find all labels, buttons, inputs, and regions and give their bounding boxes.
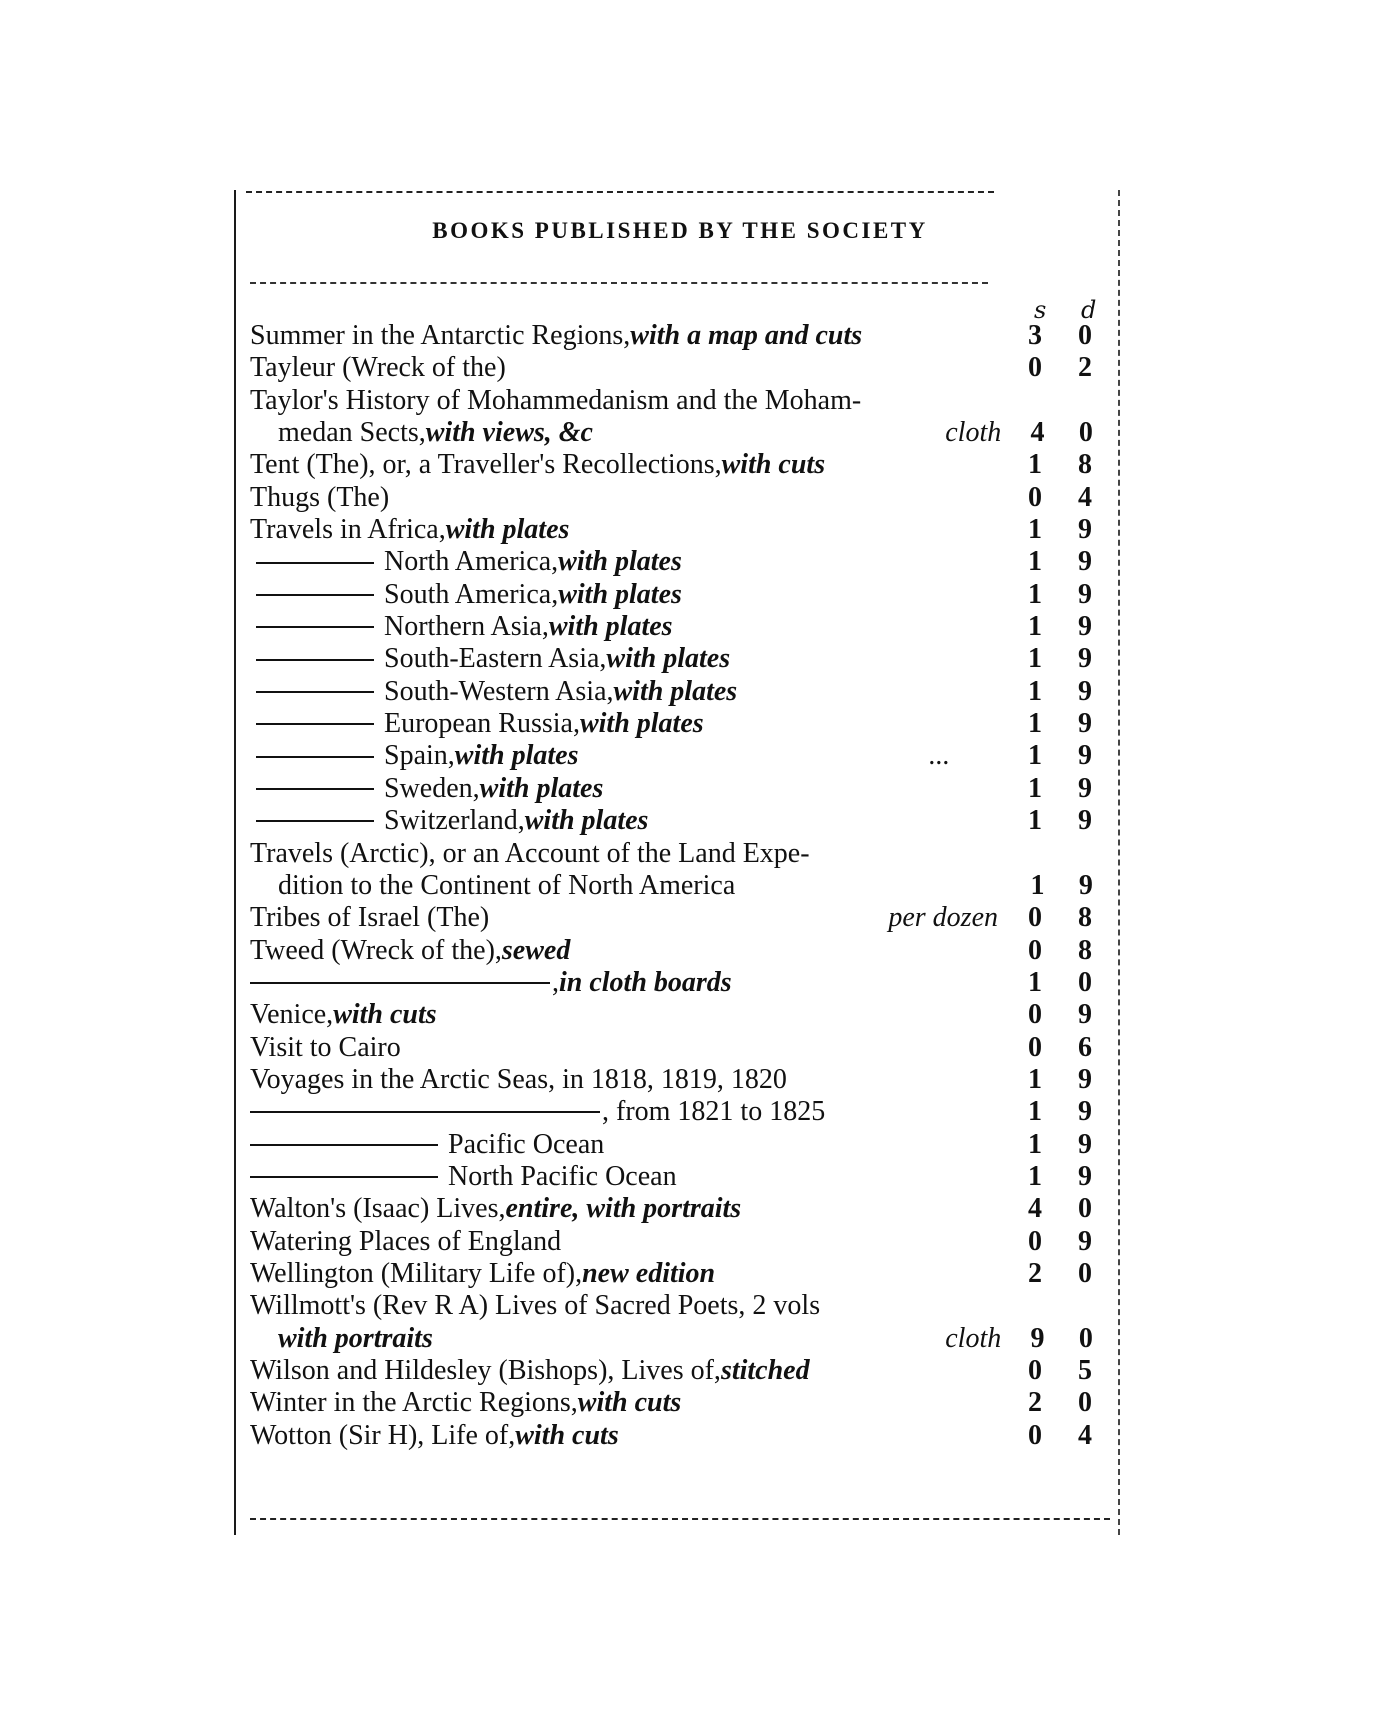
entry-title: Summer in the Antarctic Regions, [250, 320, 631, 351]
entry-pence: 8 [1078, 449, 1092, 481]
entry-pence: 8 [1078, 934, 1092, 966]
ditto-dash [250, 1176, 438, 1178]
list-item [250, 740, 1110, 772]
bottom-rule [250, 1518, 1110, 1520]
ditto-dash [250, 1144, 438, 1146]
entry-title: South America, [384, 578, 559, 610]
entry-binding [998, 449, 1010, 481]
entry-shillings [1010, 838, 1060, 870]
ditto-dash [256, 820, 374, 822]
list-item [250, 1226, 1110, 1258]
entry-note: with a map and cuts [630, 320, 863, 351]
entry-binding [998, 1096, 1010, 1128]
entry-pence: 9 [1078, 1160, 1092, 1192]
entry-title: dition to the Continent of North America [278, 869, 736, 901]
list-item [250, 1161, 1110, 1193]
list-item [250, 1290, 1110, 1322]
top-rule [246, 191, 994, 193]
entry-binding [998, 611, 1010, 643]
entry-binding [998, 1290, 1010, 1322]
entry-shillings: 1 [1028, 1160, 1042, 1192]
entry-note: with cuts [333, 999, 437, 1031]
entry-note: with cuts [515, 1419, 619, 1451]
entry-title: Tweed (Wreck of the), [250, 934, 502, 966]
entry-shillings: 4 [1028, 1193, 1042, 1225]
entry-pence: 2 [1078, 352, 1092, 384]
list-item [250, 482, 1110, 514]
entry-title: , [552, 966, 559, 998]
list-item [250, 546, 1110, 578]
entry-binding [998, 514, 1010, 546]
entry-binding [998, 320, 1010, 352]
ditto-dash [256, 723, 374, 725]
entry-binding [998, 1129, 1010, 1161]
entry-shillings: 1 [1028, 708, 1042, 740]
entry-title: Tribes of Israel (The) [250, 902, 490, 934]
entry-pence: 9 [1078, 611, 1092, 643]
list-item [250, 1323, 1110, 1355]
entry-note: with plates [558, 546, 682, 578]
entry-pence: 4 [1078, 481, 1092, 513]
entry-title: Willmott's (Rev R A) Lives of Sacred Poets, 2 vols [250, 1290, 821, 1322]
entry-pence: 9 [1078, 869, 1093, 901]
entry-shillings: 1 [1028, 1096, 1042, 1128]
entry-title: Switzerland, [384, 805, 525, 837]
entry-pence [1060, 385, 1110, 417]
entry-shillings: 1 [1028, 966, 1042, 998]
entry-binding [998, 805, 1010, 837]
entry-binding [998, 1420, 1010, 1452]
list-item [250, 514, 1110, 546]
entry-note: with plates [613, 675, 738, 707]
entry-title: Tent (The), or, a Traveller's Recollections, [250, 449, 722, 481]
entry-shillings: 0 [1028, 999, 1042, 1031]
list-item [250, 870, 1110, 902]
entry-title: Venice, [250, 999, 334, 1031]
list-item [250, 579, 1110, 611]
entry-pence: 0 [1078, 1193, 1092, 1225]
entry-binding [998, 546, 1010, 578]
entry-note: with plates [445, 514, 570, 546]
entry-binding [998, 999, 1010, 1031]
entry-shillings: 1 [1028, 740, 1042, 772]
entry-pence: 9 [1078, 546, 1092, 578]
book-list [250, 320, 1110, 1452]
entry-note: with cuts [721, 449, 826, 481]
entry-shillings: 1 [1028, 675, 1042, 707]
entry-binding [998, 773, 1010, 805]
entry-shillings: 1 [1030, 869, 1045, 901]
list-item [250, 1420, 1110, 1452]
list-item [250, 611, 1110, 643]
entry-pence [1060, 838, 1110, 870]
entry-title: European Russia, [384, 708, 580, 740]
list-item [250, 1355, 1110, 1387]
entry-note: new edition [582, 1257, 716, 1289]
entry-pence: 9 [1078, 708, 1092, 740]
entry-shillings: 1 [1028, 805, 1042, 837]
entry-binding [998, 838, 1010, 870]
entry-binding [998, 935, 1010, 967]
entry-shillings: 0 [1028, 902, 1042, 934]
entry-pence: 0 [1078, 417, 1093, 449]
entry-note: with plates [454, 740, 579, 772]
entry-title: Thugs (The) [250, 481, 390, 513]
entry-title: Voyages in the Arctic Seas, in 1818, 1819, 1820 [250, 1063, 787, 1095]
entry-binding [998, 676, 1010, 708]
entry-pence: 9 [1078, 578, 1092, 610]
entry-note: stitched [720, 1355, 810, 1386]
list-item [250, 805, 1110, 837]
list-item [250, 1096, 1110, 1128]
entry-shillings: 1 [1028, 643, 1042, 675]
list-item [250, 708, 1110, 740]
list-item [250, 1193, 1110, 1225]
entry-binding: cloth [945, 1322, 1002, 1354]
ditto-dash [256, 626, 374, 628]
entry-pence: 0 [1078, 1257, 1092, 1289]
ditto-dash [256, 594, 374, 596]
entry-note: with cuts [577, 1387, 682, 1419]
entry-title: Tayleur (Wreck of the) [250, 352, 506, 384]
list-item [250, 967, 1110, 999]
entry-pence: 9 [1078, 514, 1092, 546]
entry-pence: 9 [1078, 1096, 1092, 1128]
list-item [250, 935, 1110, 967]
entry-note: with plates [558, 578, 682, 610]
ditto-dash [256, 788, 374, 790]
entry-pence: 9 [1078, 1128, 1092, 1160]
entry-shillings: 4 [1030, 417, 1045, 449]
entry-title: Spain, [384, 740, 455, 772]
ditto-dash [256, 562, 374, 564]
entry-pence: 9 [1078, 805, 1092, 837]
entry-title: Taylor's History of Mohammedanism and the Moham- [250, 384, 862, 416]
entry-binding [998, 967, 1010, 999]
entry-shillings: 1 [1028, 514, 1042, 546]
entry-shillings: 2 [1028, 1387, 1042, 1419]
entry-note: in cloth boards [559, 966, 732, 998]
entry-note: with plates [479, 772, 604, 804]
entry-pence: 0 [1078, 1387, 1092, 1419]
entry-shillings: 1 [1028, 1128, 1042, 1160]
entry-binding: cloth [945, 417, 1002, 449]
entry-note: with plates [548, 611, 673, 643]
ditto-dash [250, 1111, 600, 1113]
entry-shillings: 9 [1030, 1322, 1045, 1354]
entry-title: North America, [384, 546, 559, 578]
entry-binding [998, 1064, 1010, 1096]
entry-shillings [1010, 385, 1060, 417]
entry-note: with plates [524, 805, 649, 837]
list-item [250, 773, 1110, 805]
entry-shillings: 0 [1028, 1031, 1042, 1063]
entry-shillings: 0 [1028, 934, 1042, 966]
entry-binding [998, 1258, 1010, 1290]
entry-pence: 9 [1078, 772, 1092, 804]
entry-shillings: 0 [1028, 1419, 1042, 1451]
entry-pence [1060, 1290, 1110, 1322]
entry-binding [998, 643, 1010, 675]
entry-shillings: 1 [1028, 449, 1042, 481]
entry-binding [998, 1161, 1010, 1193]
entry-binding [1001, 870, 1013, 902]
entry-pence: 5 [1078, 1355, 1092, 1386]
entry-binding [998, 1387, 1010, 1419]
entry-title: Winter in the Arctic Regions, [250, 1387, 578, 1419]
entry-shillings [1010, 1290, 1060, 1322]
entry-binding [998, 1193, 1010, 1225]
entry-note: with plates [579, 708, 704, 740]
entry-pence: 0 [1078, 320, 1092, 351]
entry-title: Sweden, [384, 772, 480, 804]
entry-pence: 4 [1078, 1419, 1092, 1451]
list-item [250, 676, 1110, 708]
entry-binding: per dozen [888, 902, 998, 934]
entry-note: with views, &c [425, 417, 593, 449]
ditto-dash [250, 982, 550, 984]
entry-binding [998, 579, 1010, 611]
heading-rule [250, 282, 988, 284]
entry-shillings: 1 [1028, 772, 1042, 804]
ditto-dash [256, 659, 374, 661]
list-item [250, 999, 1110, 1031]
entry-shillings: 0 [1028, 352, 1042, 384]
entry-title: Wilson and Hildesley (Bishops), Lives of, [250, 1355, 721, 1386]
entry-shillings: 0 [1028, 1225, 1042, 1257]
list-item [250, 1064, 1110, 1096]
entry-binding [998, 1226, 1010, 1258]
entry-note: with plates [606, 643, 731, 675]
entry-leader-dots: ... [929, 740, 950, 772]
list-item [250, 320, 1110, 352]
entry-title: North Pacific Ocean [448, 1160, 677, 1192]
entry-note: with portraits [278, 1322, 433, 1354]
entry-title: , from 1821 to 1825 [602, 1096, 826, 1128]
entry-shillings: 1 [1028, 578, 1042, 610]
entry-title: South-Western Asia, [384, 675, 614, 707]
shillings-header: s [1034, 296, 1047, 324]
list-item [250, 643, 1110, 675]
entry-binding [998, 385, 1010, 417]
entry-title: South-Eastern Asia, [384, 643, 607, 675]
entry-pence: 9 [1078, 740, 1092, 772]
entry-binding [998, 352, 1010, 384]
entry-title: Travels (Arctic), or an Account of the Land Expe- [250, 837, 810, 869]
entry-title: Watering Places of England [250, 1225, 562, 1257]
entry-pence: 8 [1078, 902, 1092, 934]
entry-shillings: 2 [1028, 1257, 1042, 1289]
entry-shillings: 0 [1028, 481, 1042, 513]
pence-header: d [1081, 296, 1097, 324]
list-item [250, 352, 1110, 384]
list-item [250, 1129, 1110, 1161]
list-item [250, 417, 1110, 449]
list-item [250, 449, 1110, 481]
entry-pence: 9 [1078, 1063, 1092, 1095]
entry-pence: 0 [1078, 1322, 1093, 1354]
entry-shillings: 1 [1028, 1063, 1042, 1095]
entry-title: Travels in Africa, [250, 514, 446, 546]
entry-shillings: 0 [1028, 1355, 1042, 1386]
entry-note: entire, with portraits [505, 1193, 742, 1225]
entry-pence: 9 [1078, 1225, 1092, 1257]
entry-shillings: 3 [1028, 320, 1042, 351]
list-item [250, 902, 1110, 934]
list-item [250, 1032, 1110, 1064]
entry-binding [998, 1355, 1010, 1387]
entry-binding [998, 1032, 1010, 1064]
ditto-dash [256, 691, 374, 693]
entry-title: Pacific Ocean [448, 1128, 605, 1160]
entry-pence: 6 [1078, 1031, 1092, 1063]
list-item [250, 385, 1110, 417]
entry-pence: 9 [1078, 675, 1092, 707]
entry-shillings: 1 [1028, 546, 1042, 578]
entry-title: Walton's (Isaac) Lives, [250, 1193, 506, 1225]
entry-binding [998, 708, 1010, 740]
list-item [250, 1387, 1110, 1419]
entry-binding [998, 482, 1010, 514]
entry-pence: 9 [1078, 643, 1092, 675]
entry-title: Northern Asia, [384, 611, 549, 643]
ditto-dash [256, 756, 374, 758]
page-heading: BOOKS PUBLISHED BY THE SOCIETY [432, 218, 928, 243]
entry-note: sewed [501, 934, 571, 966]
entry-shillings: 1 [1028, 611, 1042, 643]
list-item [250, 838, 1110, 870]
entry-title: medan Sects, [278, 417, 426, 449]
entry-title: Wotton (Sir H), Life of, [250, 1419, 516, 1451]
entry-title: Wellington (Military Life of), [250, 1257, 583, 1289]
list-item [250, 1258, 1110, 1290]
entry-pence: 9 [1078, 999, 1092, 1031]
entry-pence: 0 [1078, 966, 1092, 998]
entry-title: Visit to Cairo [250, 1031, 401, 1063]
